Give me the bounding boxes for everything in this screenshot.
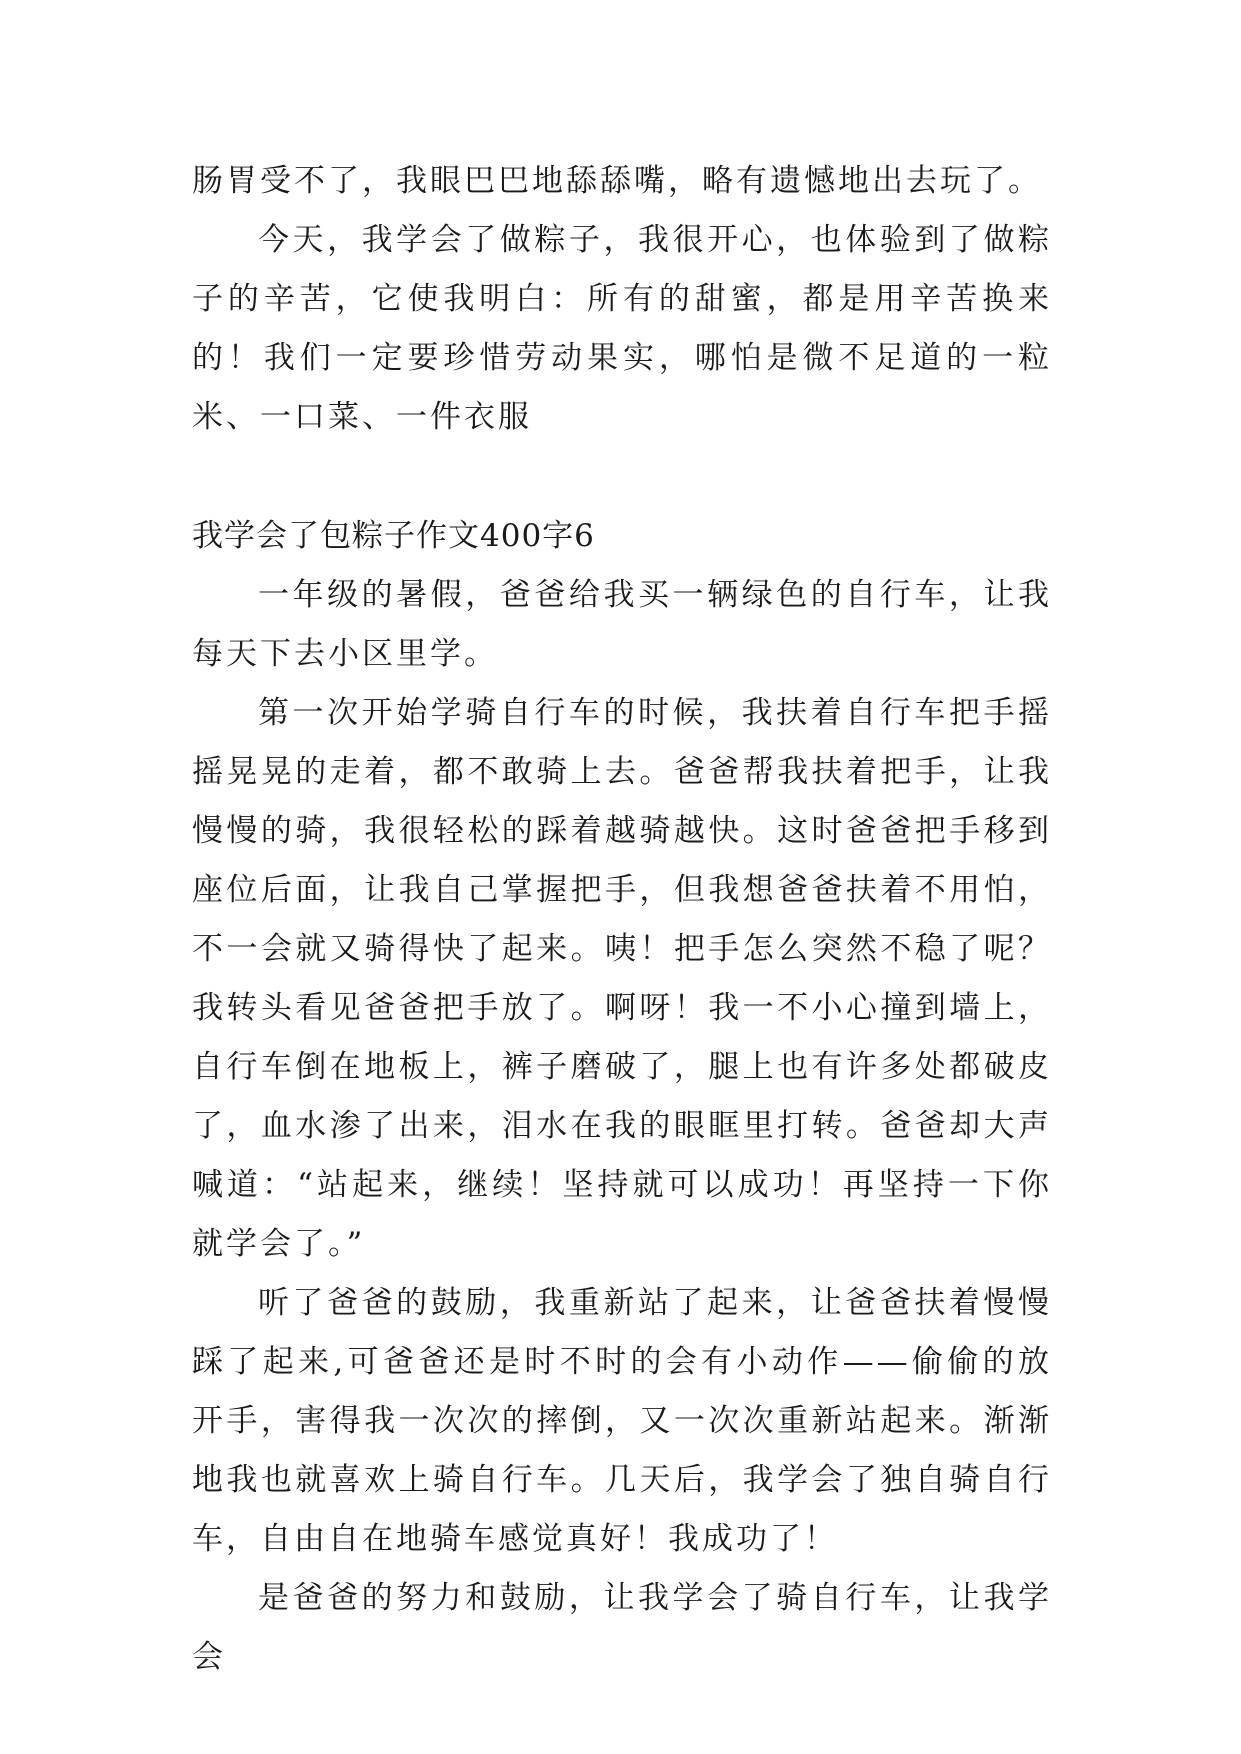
paragraph-3: 听了爸爸的鼓励，我重新站了起来，让爸爸扶着慢慢踩了起来,可爸爸还是时不时的会有小动作——偷偷的放开手，害得我一次次的摔倒，又一次次重新站起来。渐渐地我也就喜欢上骑自行车。几天后，我学会了独自骑自行车，自由自在地骑车感觉真好！我成功了！	[192, 1285, 1052, 1557]
paragraph-conclusion: 今天，我学会了做粽子，我很开心，也体验到了做粽子的辛苦，它使我明白：所有的甜蜜，都是用辛苦换来的！我们一定要珍惜劳动果实，哪怕是微不足道的一粒米、一口菜、一件衣服	[192, 222, 1052, 435]
document-page	[192, 152, 1052, 1687]
paragraph-2: 第一次开始学骑自行车的时候，我扶着自行车把手摇摇晃晃的走着，都不敢骑上去。爸爸帮我扶着把手，让我慢慢的骑，我很轻松的踩着越骑越快。这时爸爸把手移到座位后面，让我自己掌握把手，但我想爸爸扶着不用怕，不一会就又骑得快了起来。咦！把手怎么突然不稳了呢？我转头看见爸爸把手放了。啊呀！我一不小心撞到墙上，自行车倒在地板上，裤子磨破了，腿上也有许多处都破皮了，血水渗了出来，泪水在我的眼眶里打转。爸爸却大声喊道：“站起来，继续！坚持就可以成功！再坚持一下你就学会了。”	[192, 695, 1052, 1262]
paragraph-4: 是爸爸的努力和鼓励，让我学会了骑自行车，让我学会	[192, 1580, 1052, 1675]
paragraph-continued: 肠胃受不了，我眼巴巴地舔舔嘴，略有遗憾地出去玩了。	[192, 163, 1042, 199]
section-spacer	[192, 447, 1052, 507]
paragraph-1: 一年级的暑假，爸爸给我买一辆绿色的自行车，让我每天下去小区里学。	[192, 577, 1052, 672]
section-title: 我学会了包粽子作文400字6	[192, 518, 595, 554]
